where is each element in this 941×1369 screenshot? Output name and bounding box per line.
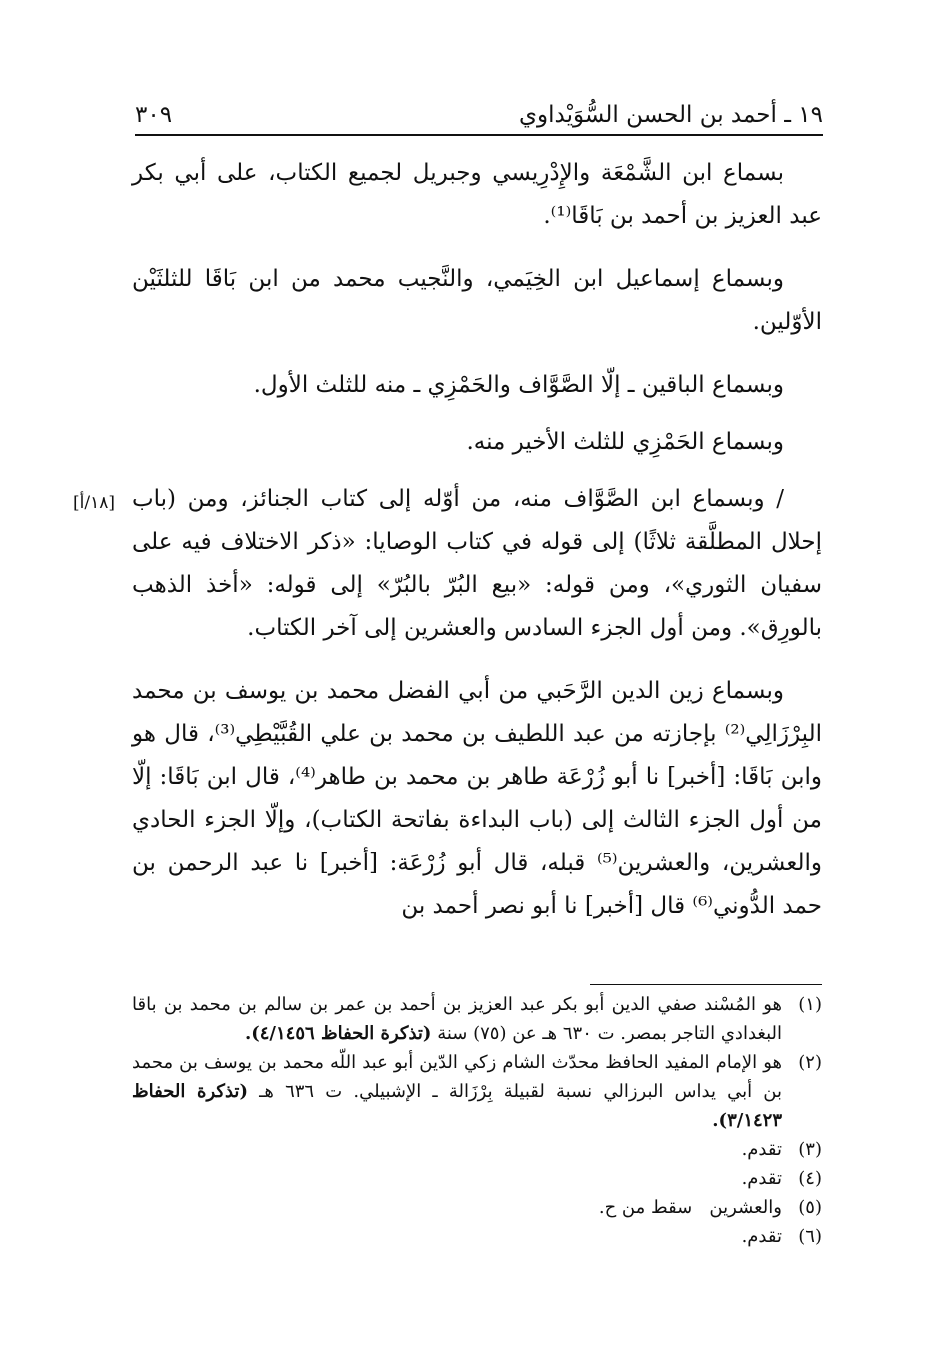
footnote-reference: (تذكرة الحفاظ ٤/١٤٥٦).	[244, 1023, 432, 1044]
footnote	[132, 1222, 822, 1251]
page-header	[135, 88, 823, 128]
footnote-number: (٦)	[798, 1226, 822, 1247]
footnote-reference: (تذكرة الحفاظ ٣/١٤٢٣).	[132, 1081, 782, 1131]
paragraph: بسماع ابن الشَّمْعَة والإِدْرِيسي وجبريل لجميع الكتاب، على أبي بكر عبد العزيز بن أحمد بن بَاقَا⁽¹⁾.	[132, 160, 822, 229]
paragraph: وبسماع الحَمْزِي للثلث الأخير منه.	[466, 429, 784, 455]
paragraph: وبسماع الباقين ـ إلّا الصَّوَّاف والحَمْزِي ـ منه للثلث الأول.	[253, 372, 784, 398]
footnote-body: تقدم.	[741, 1139, 782, 1160]
paragraph: وبسماع إسماعيل ابن الخِيَمي، والنَّجيب محمد من ابن بَاقَا للثلثَيْن الأوّلين.	[132, 266, 822, 335]
footnote-body: هو المُسْند صفي الدين أبو بكر عبد العزيز بن أحمد بن عمر بن سالم بن محمد بن باقا البغدادي التاجر بمصر. ت ٦٣٠ هـ عن (٧٥) سنة	[132, 994, 782, 1044]
paragraph: وبسماع زين الدين الرَّحَبي من أبي الفضل محمد بن يوسف بن محمد البِرْزَالِي⁽²⁾ بإجازته من عبد اللطيف بن محمد بن علي القُبَّيْطِي⁽³⁾، قال هو وابن بَاقَا: [أخبر] نا أبو زُرْعَة طاهر بن محمد بن طاهر⁽⁴⁾، قال ابن بَاقَا: إلّا من أول الجزء الثالث إلى (باب البداءة بفاتحة الكتاب)، وإلّا الجزء الحادي والعشرين، والعشرين⁽⁵⁾ قبله، قال أبو زُرْعَة: [أخبر] نا عبد الرحمن بن حمد الدُّوني⁽⁶⁾ قال [أخبر] نا أبو نصر أحمد بن	[132, 678, 822, 919]
footnote-number: (١)	[798, 994, 822, 1015]
footnote	[132, 1164, 822, 1193]
footnote-number: (٥)	[798, 1197, 822, 1218]
main-text	[132, 152, 822, 948]
footnote-text	[132, 1048, 782, 1135]
footnote-number: (٢)	[798, 1052, 822, 1073]
footnotes	[132, 990, 822, 1251]
footnote-number: (٤)	[798, 1168, 822, 1189]
footnote	[132, 1048, 822, 1135]
page-number: ٣٠٩	[135, 102, 173, 128]
footnote	[132, 1135, 822, 1164]
footnote	[132, 1193, 822, 1222]
footnote-body: تقدم.	[741, 1168, 782, 1189]
header-rule	[135, 134, 823, 136]
paragraph: / وبسماع ابن الصَّوَّاف منه، من أوّله إلى كتاب الجنائز، ومن (باب إحلال المطلَّقة ثلاثًا) إلى قوله في كتاب الوصايا: «ذكر الاختلاف فيه على سفيان الثوري»، ومن قوله: «بيع البُرّ بالبُرّ» إلى قوله: «أخذ الذهب بالورِق». ومن أول الجزء السادس والعشرين إلى آخر الكتاب.	[132, 486, 822, 641]
footnote-body: هو الإمام المفيد الحافظ محدّث الشام زكي الدّين أبو عبد اللّه محمد بن يوسف بن محمد بن أبي يداس البرزالي نسبة لقبيلة بِرْزَالة ـ الإشبيلي. ت ٦٣٦ هـ	[132, 1052, 783, 1102]
footnote	[132, 990, 822, 1048]
manuscript-folio-note: [١٨/أ]	[73, 493, 115, 513]
running-title: ١٩ ـ أحمد بن الحسن السُّوَيْداوي	[519, 102, 823, 128]
footnote-rule	[590, 984, 822, 985]
footnote-number: (٣)	[798, 1139, 822, 1160]
footnote-body: والعشرين سقط من ح.	[598, 1197, 782, 1218]
footnote-body: تقدم.	[741, 1226, 782, 1247]
footnote-text	[132, 990, 782, 1048]
